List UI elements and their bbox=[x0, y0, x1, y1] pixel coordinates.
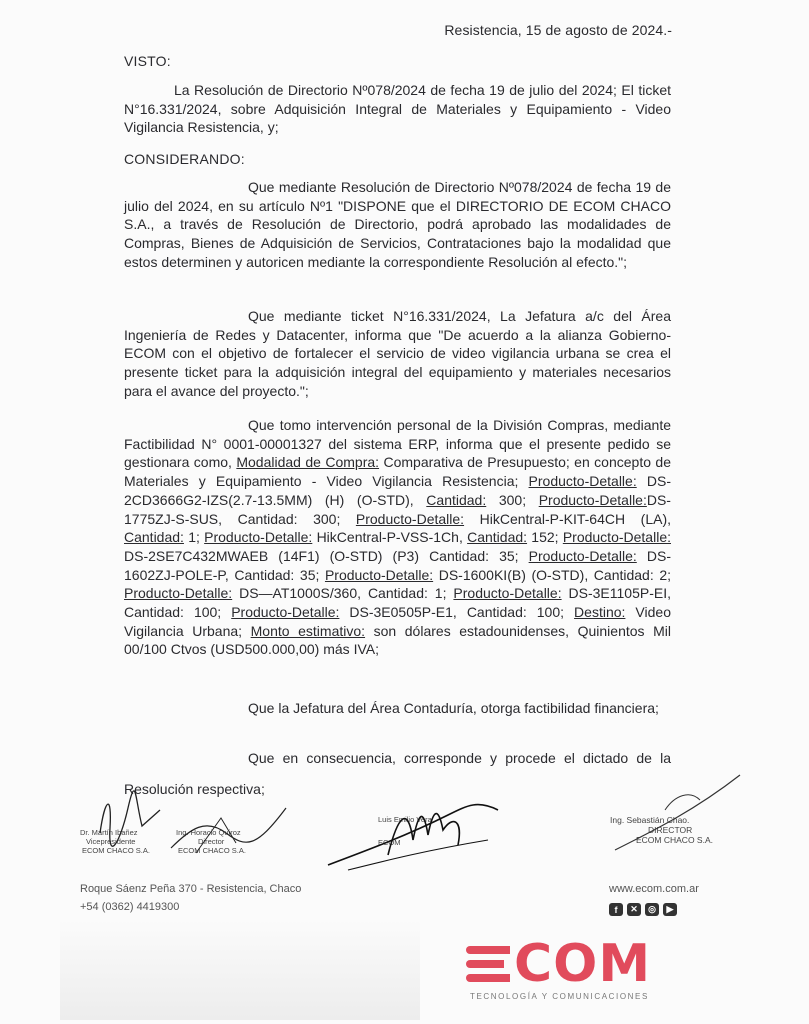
youtube-icon: ▶ bbox=[663, 903, 677, 916]
signer-3-company: ECOM bbox=[378, 838, 401, 847]
ecom-logo bbox=[466, 934, 676, 1010]
signer-2-title: Director bbox=[198, 837, 225, 846]
p3-underlined: Cantidad: bbox=[426, 491, 487, 508]
handwritten-signature-4 bbox=[605, 770, 755, 860]
visto-text: La Resolución de Directorio Nº078/2024 de fecha 19 de julio del 2024; El ticket N°16.331/2024, sobre Adquisición Integral de Materiales y Equipamiento - Video Vigilancia Resistencia, y; bbox=[124, 82, 671, 136]
signature-block-3 bbox=[378, 815, 432, 847]
paragraph-4-text: Que la Jefatura del Área Contaduría, otorga factibilidad financiera; bbox=[248, 700, 659, 716]
p3-text: DS-2CD3666G2-IZS(2.7-13.5MM) (H) (O-STD), bbox=[124, 473, 672, 508]
p3-text: Que tomo intervención personal de la División Compras, mediante Factibilidad N° 0001-00001327 del sistema ERP, informa que el presente pedido se gestionara como, bbox=[124, 417, 671, 471]
twitter-icon: ✕ bbox=[627, 903, 641, 916]
facebook-icon: f bbox=[609, 903, 623, 916]
signer-4-name: Ing. Sebastián Chao. bbox=[610, 815, 690, 825]
visto-paragraph bbox=[124, 81, 671, 137]
footer-address: Roque Sáenz Peña 370 - Resistencia, Chaco bbox=[80, 883, 302, 895]
p3-text: 300; bbox=[486, 491, 539, 508]
signature-block-2 bbox=[176, 828, 246, 855]
p3-underlined: Cantidad: bbox=[124, 529, 184, 546]
signer-2-company: ECOM CHACO S.A. bbox=[178, 846, 246, 855]
p3-text: 152; bbox=[527, 529, 563, 546]
p3-text: Video Vigilancia Urbana; bbox=[124, 604, 671, 639]
p3-underlined: Producto-Detalle: bbox=[324, 566, 434, 583]
p3-underlined: Monto estimativo: bbox=[250, 622, 366, 639]
signer-4-title: DIRECTOR bbox=[648, 825, 693, 835]
handwritten-signature-1 bbox=[90, 788, 170, 848]
paragraph-2-text: Que mediante ticket N°16.331/2024, La Jefatura a/c del Área Ingeniería de Redes y Datacenter, informa que "De acuerdo a la alianza Gobierno-ECOM con el objetivo de fortalecer el servicio de video vigilancia urbana se crea el presente ticket para la adquisición integral del equipamiento y materiales necesarios para el avance del proyecto."; bbox=[124, 308, 671, 399]
p3-underlined: Producto-Detalle: bbox=[124, 585, 233, 602]
signer-2-name: Ing. Horacio Quiroz bbox=[176, 828, 241, 837]
considerando-paragraph-4 bbox=[124, 697, 671, 719]
signer-3-name: Luis Emilio Vera bbox=[378, 815, 432, 824]
social-links bbox=[609, 903, 677, 916]
p3-text: DS-2SE7C432MWAEB (14F1) (O-STD) (P3) Cantidad: 35; bbox=[124, 547, 529, 564]
considerando-paragraph-1 bbox=[124, 178, 671, 272]
logo-wordmark bbox=[466, 934, 676, 994]
handwritten-signature-2 bbox=[166, 798, 296, 858]
p3-underlined: Modalidad de Compra: bbox=[236, 454, 380, 471]
p3-underlined: Producto-Detalle: bbox=[528, 473, 637, 490]
p3-text: son dólares estadounidenses, Quinientos Mil 00/100 Ctvos (USD500.000,00) más IVA; bbox=[124, 622, 671, 658]
signer-4-company: ECOM CHACO S.A. bbox=[636, 835, 713, 845]
logo-e-mark bbox=[466, 944, 512, 984]
visto-heading: VISTO: bbox=[124, 53, 171, 69]
logo-text: COM bbox=[514, 934, 652, 994]
signer-1-name: Dr. Martín Ibañez bbox=[80, 828, 138, 837]
p3-underlined: Producto-Detalle: bbox=[355, 510, 465, 527]
p3-underlined: Producto-Detalle: bbox=[231, 604, 340, 621]
p3-underlined: Producto-Detalle: bbox=[528, 547, 637, 564]
p3-text: DS-3E1105P-EI, Cantidad: 100; bbox=[124, 585, 671, 621]
p3-text: DS—AT1000S/360, Cantidad: 1; bbox=[232, 585, 454, 602]
scan-shading bbox=[60, 920, 420, 1020]
p3-text: 1; bbox=[183, 529, 205, 546]
considerando-paragraph-2 bbox=[124, 307, 671, 401]
signer-1-title: Vicepresidente bbox=[86, 837, 136, 846]
instagram-icon: ◎ bbox=[645, 903, 659, 916]
paragraph-1-text: Que mediante Resolución de Directorio Nº078/2024 de fecha 19 de julio del 2024, en su artículo Nº1 "DISPONE que el DIRECTORIO DE ECOM CHACO S.A., a través de Resolución de Directorio, podrá aprobado las modalidades de Compras, Bienes de Adquisición de Servicios, Contrataciones bajo la modalidad que estos determinen y autoricen mediante la correspondiente Resolución al efecto."; bbox=[124, 179, 671, 270]
p3-text: Comparativa de Presupuesto; en concepto de Materiales y Equipamiento - Video Vigilancia Resistencia; bbox=[124, 454, 671, 490]
p3-underlined: Producto-Detalle: bbox=[453, 585, 562, 602]
footer-website: www.ecom.com.ar bbox=[609, 883, 699, 895]
handwritten-signature-3 bbox=[328, 795, 508, 875]
paragraph-5-text: Que en consecuencia, corresponde y procede el dictado de la Resolución respectiva; bbox=[124, 750, 671, 797]
signature-block-4 bbox=[610, 815, 713, 845]
document-date: Resistencia, 15 de agosto de 2024.- bbox=[444, 22, 672, 38]
p3-underlined: Cantidad: bbox=[467, 529, 528, 546]
logo-tagline: TECNOLOGÍA Y COMUNICACIONES bbox=[470, 992, 649, 1001]
p3-underlined: Producto-Detalle: bbox=[538, 491, 647, 508]
p3-text: DS-1775ZJ-S-SUS, Cantidad: 300; bbox=[124, 491, 671, 527]
p3-text: DS-1600KI(B) (O-STD), Cantidad: 2; bbox=[433, 566, 671, 583]
footer-phone: +54 (0362) 4419300 bbox=[80, 901, 180, 913]
p3-underlined: Producto-Detalle: bbox=[204, 529, 313, 546]
p3-underlined: Producto-Detalle: bbox=[562, 529, 671, 546]
p3-text: HikCentral-P-VSS-1Ch, bbox=[312, 529, 468, 546]
considerando-heading: CONSIDERANDO: bbox=[124, 151, 245, 167]
signer-1-company: ECOM CHACO S.A. bbox=[82, 846, 150, 855]
signature-block-1 bbox=[80, 828, 150, 855]
p3-text: HikCentral-P-KIT-64CH (LA), bbox=[464, 510, 671, 527]
p3-underlined: Destino: bbox=[574, 604, 626, 621]
p3-text: DS-1602ZJ-POLE-P, Cantidad: 35; bbox=[124, 547, 671, 583]
considerando-paragraph-3 bbox=[124, 416, 671, 659]
p3-text: DS-3E0505P-E1, Cantidad: 100; bbox=[339, 604, 575, 621]
